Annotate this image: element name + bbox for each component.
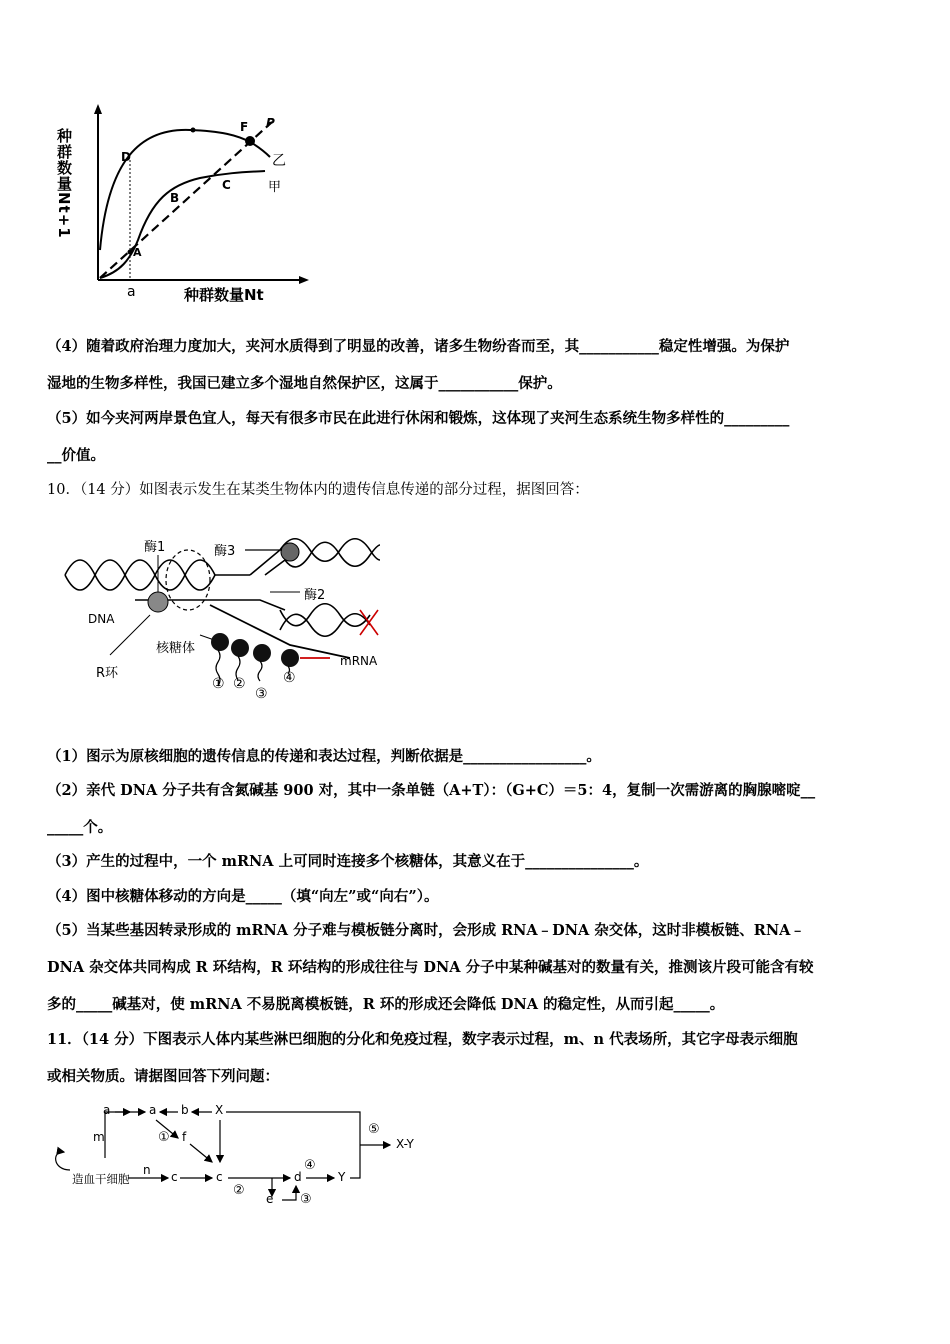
node-X: X (215, 1103, 224, 1117)
transcription-diagram (60, 530, 390, 710)
ribosome-label: 核糖体 (156, 641, 196, 656)
label-F: F (240, 120, 249, 134)
ribosome-2 (231, 639, 249, 657)
enzyme1-blob (148, 592, 168, 612)
p-line (100, 122, 272, 278)
process-1: ① (158, 1130, 170, 1145)
site-m: m (93, 1130, 105, 1144)
q11-intro-line1: 11．（14 分）下图表示人体内某些淋巴细胞的分化和免疫过程，数字表示过程，m、n 代表场所，其它字母表示细胞 (47, 1031, 798, 1048)
label-A: A (133, 246, 142, 259)
q11-intro-line2: 或相关物质。请据图回答下列问题： (47, 1068, 279, 1085)
node-XY: X-Y (396, 1137, 414, 1151)
node-f: f (182, 1130, 187, 1144)
q10-part4: （4）图中核糖体移动的方向是_____（填“向左”或“向右”）。 (47, 888, 439, 905)
q9-part5-line1: （5）如今夹河两岸景色宜人，每天有很多市民在此进行休闲和锻炼，这体现了夹河生态系统生物多样性的_________ (47, 410, 790, 427)
q10-part5-line1: （5）当某些基因转录形成的 mRNA 分子难与模板链分离时，会形成 RNA﹣DNA 杂交体，这时非模板链、RNA﹣ (47, 922, 805, 939)
chain-num-3: ③ (255, 686, 268, 702)
chain-num-4: ④ (283, 670, 296, 686)
population-graph (55, 100, 310, 310)
node-c2: c (216, 1170, 223, 1184)
rloop-leader (110, 615, 150, 655)
chain-num-2: ② (233, 676, 246, 692)
y-axis-arrow (94, 104, 102, 114)
enzyme2-label: 酶2 (304, 588, 326, 603)
label-P: P (266, 116, 275, 130)
node-d: d (294, 1170, 302, 1184)
chain-num-1: ① (212, 676, 225, 692)
stem-cell: 造血干细胞 (72, 1172, 130, 1186)
q9-part4-line2: 湿地的生物多样性，我国已建立多个湿地自然保护区，这属于___________保护。 (47, 375, 562, 392)
stem-self-loop (56, 1152, 70, 1170)
ribosome-3 (253, 644, 271, 662)
point-top (191, 128, 196, 133)
q9-part5-line2: __价值。 (47, 447, 105, 464)
process-3: ③ (300, 1192, 312, 1207)
node-Y: Y (338, 1170, 346, 1184)
q10-part1: （1）图示为原核细胞的遗传信息的传递和表达过程，判断依据是_________________。 (47, 748, 601, 765)
node-e: e (266, 1192, 274, 1206)
label-C: C (222, 178, 231, 192)
arrow-X-XY (226, 1112, 360, 1178)
x-axis-arrow (299, 276, 309, 284)
arrow-3-loop (282, 1186, 296, 1200)
q10-part5-line3: 多的_____碱基对，使 mRNA 不易脱离模板链，R 环的形成还会降低 DNA 的稳定性，从而引起_____。 (47, 996, 725, 1013)
q9-part4-line1: （4）随着政府治理力度加大，夹河水质得到了明显的改善，诸多生物纷沓而至，其___________稳定性增强。为保护 (47, 338, 790, 355)
q10-part2-line1: （2）亲代 DNA 分子共有含氮碱基 900 对，其中一条单链（A+T）：（G+C）＝5：4，复制一次需游离的胸腺嘧啶__ (47, 782, 816, 799)
mrna-label: mRNA (340, 654, 378, 668)
label-yi: 乙 (272, 153, 286, 169)
q10-part3: （3）产生的过程中，一个 mRNA 上可同时连接多个核糖体，其意义在于_______________。 (47, 853, 649, 870)
point-A (128, 250, 133, 255)
arrow-stem-a (105, 1112, 130, 1158)
point-F (245, 136, 255, 146)
process-5: ⑤ (368, 1122, 380, 1137)
label-B: B (170, 191, 180, 205)
label-jia: 甲 (268, 180, 282, 195)
node-b: b (181, 1103, 189, 1117)
tick-a: a (127, 284, 136, 300)
x-axis-label: 种群数量Nt (184, 286, 264, 304)
enzyme3-label: 酶3 (214, 544, 236, 559)
dna-strand-right-top-1 (250, 539, 380, 575)
q10-intro: 10．（14 分）如图表示发生在某类生物体内的遗传信息传递的部分过程，据图回答： (47, 482, 589, 498)
enzyme1-label: 酶1 (144, 540, 166, 555)
y-axis-label: 种群数量Nt+1 (55, 128, 73, 239)
node-a2: a (149, 1103, 157, 1117)
curve-yi (100, 130, 270, 250)
enzyme3-blob (281, 543, 299, 561)
q10-part2-line2: _____个。 (47, 819, 113, 836)
label-D: D (121, 150, 131, 164)
process-2: ② (233, 1183, 245, 1198)
q10-part5-line2: DNA 杂交体共同构成 R 环结构，R 环结构的形成往往与 DNA 分子中某种碱基对的数量有关，推测该片段可能含有较 (47, 959, 814, 976)
mrna-strand (210, 605, 350, 658)
ribosome-1 (211, 633, 229, 651)
node-a1: a (103, 1103, 111, 1117)
node-c1: c (171, 1170, 178, 1184)
chain-3 (258, 661, 262, 681)
rloop-label: R环 (96, 666, 119, 681)
dna-label: DNA (88, 612, 115, 626)
site-n: n (143, 1163, 151, 1177)
arrow-f-c (190, 1144, 212, 1162)
lymphocyte-diagram (50, 1100, 430, 1210)
ribosome-4 (281, 649, 299, 667)
process-4: ④ (304, 1158, 316, 1173)
curve-jia (100, 171, 265, 278)
